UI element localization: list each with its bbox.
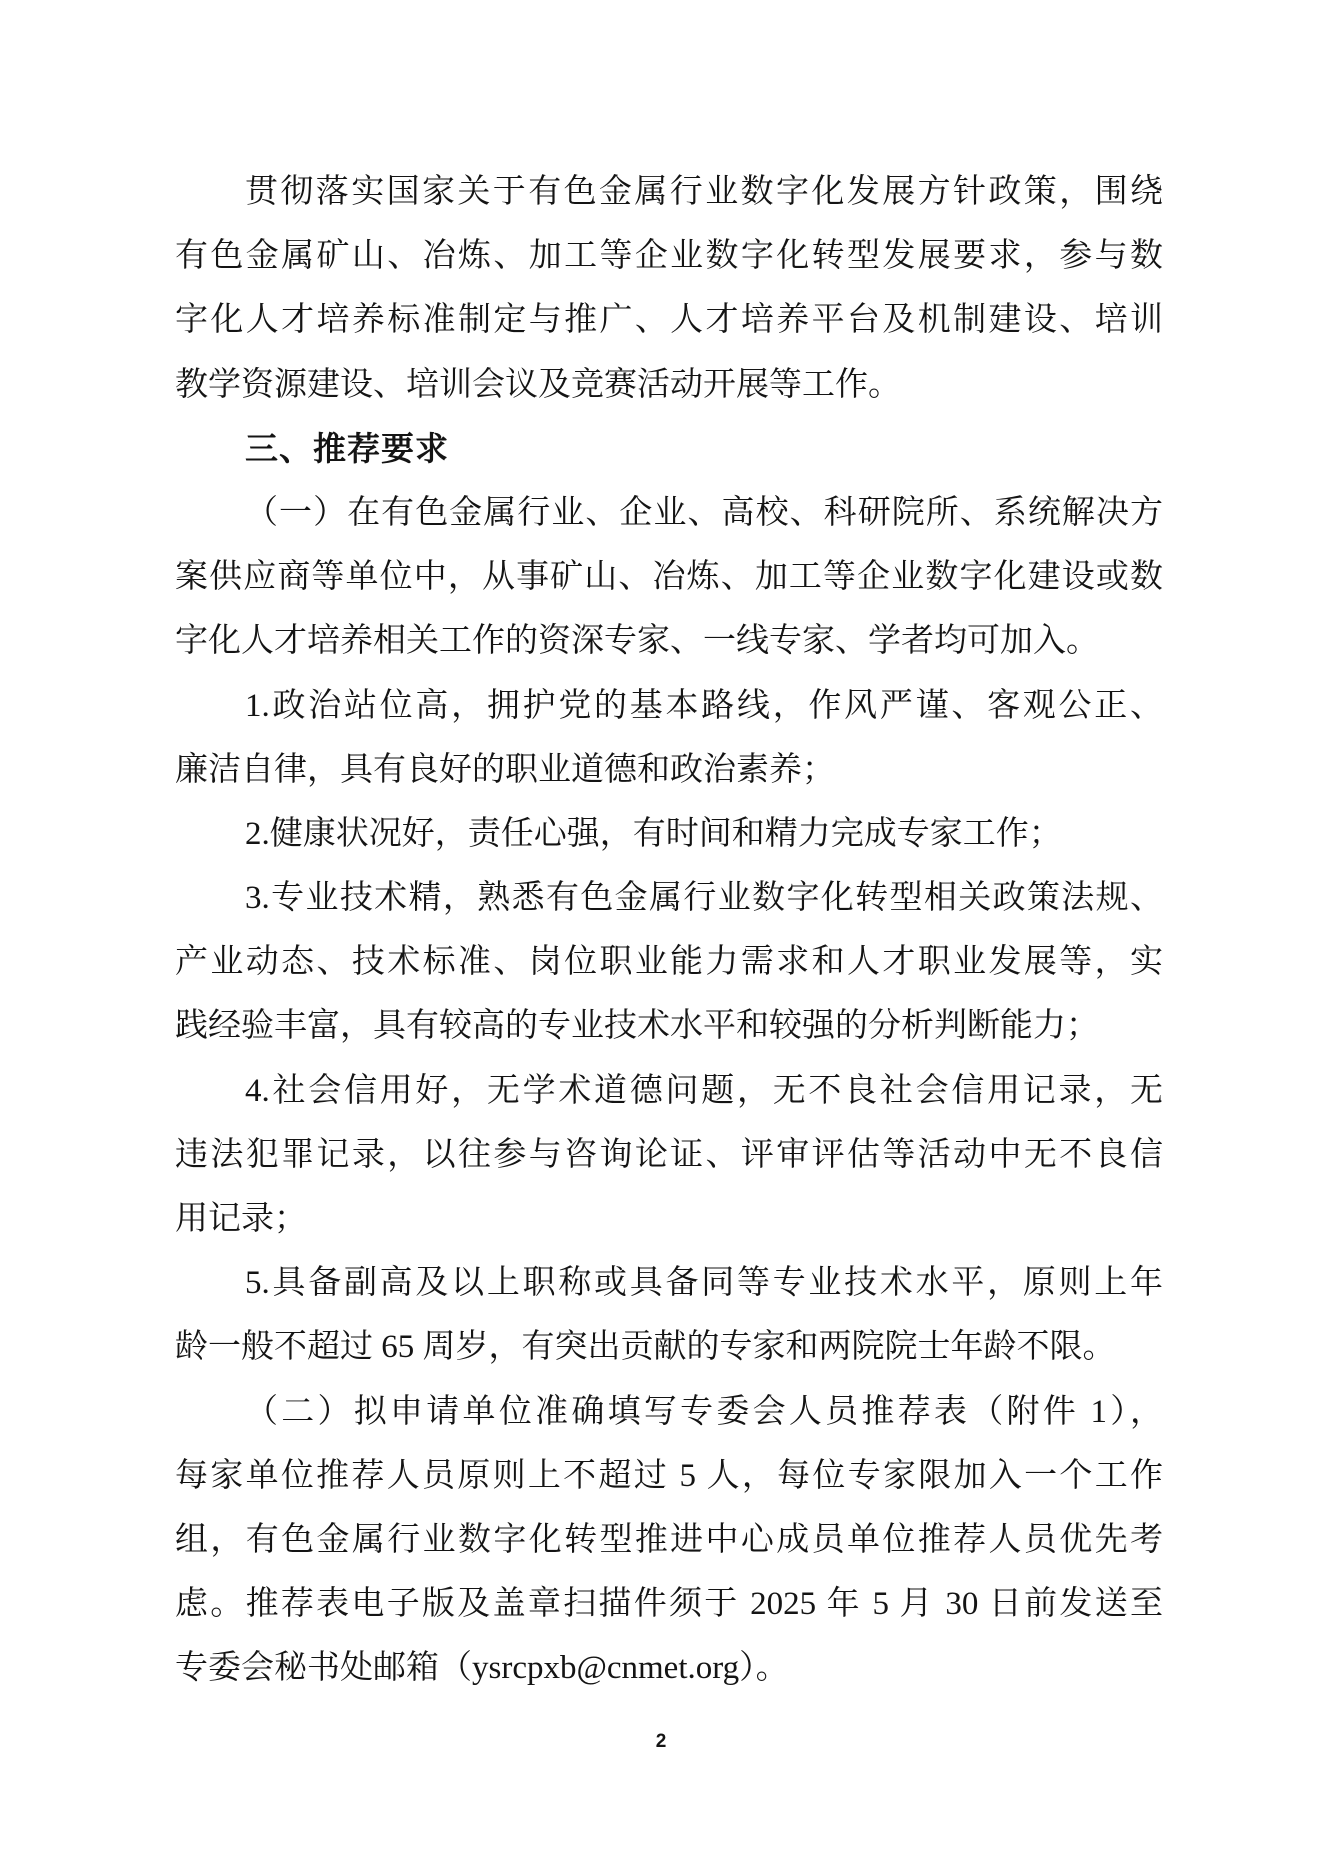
paragraph-line: （一）在有色金属行业、企业、高校、科研院所、系统解决方 bbox=[245, 494, 1163, 531]
paragraph-line: 产业动态、技术标准、岗位职业能力需求和人才职业发展等，实 bbox=[175, 944, 1163, 981]
paragraph-line: 贯彻落实国家关于有色金属行业数字化发展方针政策，围绕 bbox=[245, 174, 1163, 210]
paragraph-line: 4.社会信用好，无学术道德问题，无不良社会信用记录，无 bbox=[245, 1072, 1163, 1109]
paragraph-line: 组，有色金属行业数字化转型推进中心成员单位推荐人员优先考 bbox=[175, 1521, 1163, 1558]
requirement-3 bbox=[175, 866, 1163, 1059]
document-body bbox=[175, 160, 1163, 1701]
paragraph-item-2 bbox=[175, 1380, 1163, 1701]
paragraph-line: 每家单位推荐人员原则上不超过 5 人，每位专家限加入一个工作 bbox=[175, 1457, 1163, 1494]
paragraph-line: （二）拟申请单位准确填写专委会人员推荐表（附件 1）， bbox=[245, 1393, 1163, 1430]
paragraph-item-1 bbox=[175, 481, 1163, 674]
paragraph-line: 龄一般不超过 65 周岁，有突出贡献的专家和两院院士年龄不限。 bbox=[175, 1329, 1116, 1366]
requirement-5 bbox=[175, 1251, 1163, 1379]
requirement-2 bbox=[175, 802, 1163, 866]
section-heading: 三、推荐要求 bbox=[245, 428, 449, 468]
paragraph-line: 字化人才培养相关工作的资深专家、一线专家、学者均可加入。 bbox=[175, 623, 1099, 660]
paragraph-line: 2.健康状况好，责任心强，有时间和精力完成专家工作； bbox=[245, 815, 1062, 852]
paragraph-line: 廉洁自律，具有良好的职业道德和政治素养； bbox=[175, 751, 835, 788]
paragraph-line: 1.政治站位高，拥护党的基本路线，作风严谨、客观公正、 bbox=[245, 687, 1163, 724]
paragraph-line: 专委会秘书处邮箱（ysrcpxb@cnmet.org）。 bbox=[175, 1650, 789, 1687]
paragraph-line: 践经验丰富，具有较高的专业技术水平和较强的分析判断能力； bbox=[175, 1008, 1099, 1045]
paragraph-line: 案供应商等单位中，从事矿山、冶炼、加工等企业数字化建设或数 bbox=[175, 559, 1163, 596]
paragraph-line: 字化人才培养标准制定与推广、人才培养平台及机制建设、培训 bbox=[175, 302, 1163, 339]
paragraph-line: 虑。推荐表电子版及盖章扫描件须于 2025 年 5 月 30 日前发送至 bbox=[175, 1586, 1163, 1623]
paragraph-line: 5.具备副高及以上职称或具备同等专业技术水平，原则上年 bbox=[245, 1265, 1163, 1302]
page-number: 2 bbox=[655, 1731, 667, 1752]
paragraph-line: 教学资源建设、培训会议及竞赛活动开展等工作。 bbox=[175, 366, 901, 403]
paragraph-line: 3.专业技术精，熟悉有色金属行业数字化转型相关政策法规、 bbox=[245, 880, 1163, 917]
paragraph-line: 有色金属矿山、冶炼、加工等企业数字化转型发展要求，参与数 bbox=[175, 238, 1163, 275]
requirement-4 bbox=[175, 1059, 1163, 1252]
paragraph-line: 违法犯罪记录，以往参与咨询论证、评审评估等活动中无不良信 bbox=[175, 1136, 1163, 1173]
requirement-1 bbox=[175, 674, 1163, 802]
paragraph-intro bbox=[175, 160, 1163, 417]
paragraph-line: 用记录； bbox=[175, 1201, 307, 1237]
